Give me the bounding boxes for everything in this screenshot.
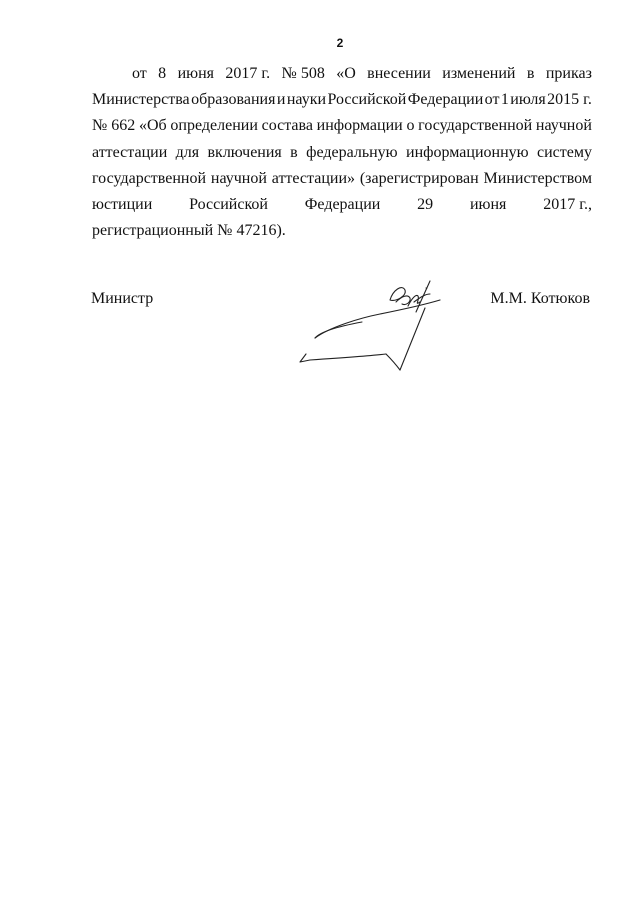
- word: в: [526, 65, 535, 82]
- word: июня: [469, 196, 507, 214]
- text-line-4: [92, 140, 592, 166]
- word: систему: [536, 143, 592, 161]
- signatory-name: М.М. Котюков: [490, 290, 590, 307]
- word: регистрационный № 47216).: [92, 222, 286, 240]
- word: 2017 г.: [225, 65, 271, 82]
- word: внесении: [367, 65, 431, 82]
- word: и: [276, 91, 286, 109]
- body-paragraph: [92, 61, 592, 244]
- word: № 662: [92, 117, 136, 135]
- handwritten-signature: [290, 272, 450, 377]
- text-line-7: [92, 218, 592, 244]
- word: Министерством: [483, 169, 592, 187]
- word: 2017 г.,: [543, 196, 592, 214]
- word: от: [484, 91, 500, 109]
- word: 1: [500, 91, 509, 109]
- word: юстиции: [92, 196, 153, 214]
- word: Федерации: [304, 196, 381, 214]
- word: Российской: [189, 196, 268, 214]
- word: июня: [177, 65, 214, 82]
- text-line-1: [92, 61, 592, 87]
- word: аттестации: [92, 143, 168, 161]
- word: 29: [417, 196, 434, 214]
- word: Министерства: [92, 91, 190, 109]
- page-number: 2: [336, 36, 344, 50]
- word: 2015 г.: [547, 91, 592, 109]
- word: приказ: [545, 65, 592, 82]
- word: «О: [336, 65, 356, 82]
- word: состава: [261, 117, 313, 135]
- word: науки: [286, 91, 327, 109]
- word: государственной: [92, 169, 207, 187]
- word: от: [132, 65, 147, 82]
- text-line-6: [92, 192, 592, 218]
- word: июля: [510, 91, 546, 109]
- word: определении: [170, 117, 258, 135]
- word: информации: [316, 117, 403, 135]
- word: о: [406, 117, 415, 135]
- word: изменений: [442, 65, 516, 82]
- word: Федерации: [407, 91, 484, 109]
- word: информационную: [406, 143, 529, 161]
- word: в: [290, 143, 298, 161]
- word: «Об: [138, 117, 167, 135]
- text-line-2: [92, 87, 592, 113]
- word: научной: [210, 169, 267, 187]
- word: государственной: [418, 117, 533, 135]
- word: (зарегистрирован: [359, 169, 479, 187]
- word: образования: [191, 91, 276, 109]
- text-line-3: [92, 113, 592, 139]
- word: № 508: [281, 65, 325, 82]
- word: федеральную: [306, 143, 398, 161]
- word: для: [175, 143, 200, 161]
- word: научной: [535, 117, 592, 135]
- signatory-position: Министр: [91, 290, 154, 307]
- word: Российской: [327, 91, 407, 109]
- text-line-5: [92, 166, 592, 192]
- word: 8: [158, 65, 167, 82]
- word: включения: [207, 143, 282, 161]
- word: аттестации»: [271, 169, 355, 187]
